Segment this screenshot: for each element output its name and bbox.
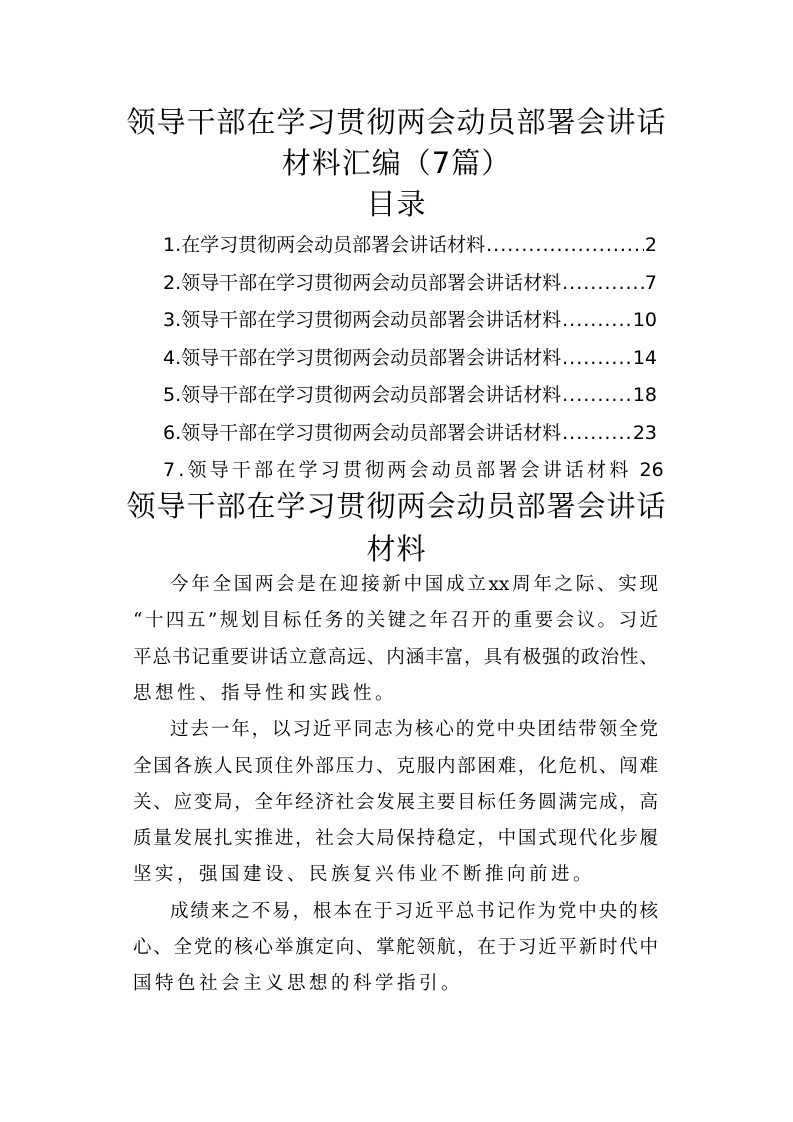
document-title-line-2: 材料汇编（7篇） bbox=[281, 146, 512, 180]
toc-entry-page: 26 bbox=[639, 459, 664, 481]
toc-leader-dots bbox=[562, 384, 632, 406]
toc-entry-page: 10 bbox=[632, 309, 657, 331]
paragraph-line: 平总书记重要讲话立意高远、内涵丰富，具有极强的政治性、 bbox=[133, 646, 658, 668]
toc-entry-label: 4.领导干部在学习贯彻两会动员部署会讲话材料 bbox=[163, 346, 562, 369]
toc-entry-label: 5.领导干部在学习贯彻两会动员部署会讲话材料 bbox=[163, 384, 562, 406]
paragraph-line: 成绩来之不易，根本在于习近平总书记作为党中央的核 bbox=[170, 900, 658, 922]
toc-entry-label: 2.领导干部在学习贯彻两会动员部署会讲话材料 bbox=[163, 271, 562, 294]
paragraph-line: 国特色社会主义思想的科学指引。 bbox=[133, 973, 464, 995]
article-title-line-2: 材料 bbox=[366, 532, 427, 566]
toc-entry[interactable] bbox=[163, 343, 657, 370]
toc-leader-dots bbox=[562, 422, 632, 444]
paragraph-line: 关、应变局，全年经济社会发展主要目标任务圆满完成，高 bbox=[133, 791, 658, 813]
toc-heading: 目录 bbox=[366, 187, 427, 221]
toc-leader-dots bbox=[486, 234, 644, 256]
toc-entry-page: 18 bbox=[632, 384, 657, 406]
paragraph-line: 全国各族人民顶住外部压力、克服内部困难，化危机、闯难 bbox=[133, 755, 658, 777]
toc-entry-page: 14 bbox=[632, 346, 657, 369]
toc-entry-label: 3.领导干部在学习贯彻两会动员部署会讲话材料 bbox=[163, 309, 562, 331]
paragraph-line: 坚实，强国建设、民族复兴伟业不断推向前进。 bbox=[133, 864, 596, 886]
paragraph-line: 心、全党的核心举旗定向、掌舵领航，在于习近平新时代中 bbox=[133, 937, 658, 958]
toc-leader-dots bbox=[562, 347, 632, 369]
toc-entry[interactable] bbox=[163, 305, 657, 332]
toc-entry-label: 6.领导干部在学习贯彻两会动员部署会讲话材料 bbox=[163, 421, 562, 444]
paragraph-line: 过去一年，以习近平同志为核心的党中央团结带领全党 bbox=[170, 719, 658, 741]
paragraph-line: 今年全国两会是在迎接新中国成立xx周年之际、实现 bbox=[170, 574, 658, 595]
toc-leader-dots bbox=[562, 309, 632, 331]
paragraph-line: “十四五”规划目标任务的关键之年召开的重要会议。习近 bbox=[133, 610, 658, 632]
toc-entry[interactable] bbox=[163, 268, 657, 295]
toc-entry-page: 2 bbox=[644, 234, 657, 256]
toc-leader-dots bbox=[562, 272, 644, 294]
paragraph-line: 质量发展扎实推进，社会大局保持稳定，中国式现代化步履 bbox=[133, 828, 658, 850]
paragraph-line: 思想性、指导性和实践性。 bbox=[133, 682, 398, 704]
document-title-line-1: 领导干部在学习贯彻两会动员部署会讲话 bbox=[126, 105, 667, 139]
toc-entry[interactable] bbox=[163, 230, 657, 257]
toc-entry-page: 7 bbox=[644, 271, 657, 294]
article-title-line-1: 领导干部在学习贯彻两会动员部署会讲话 bbox=[126, 489, 667, 523]
toc-entry-label: 1.在学习贯彻两会动员部署会讲话材料 bbox=[163, 234, 486, 256]
toc-entry-page: 23 bbox=[632, 421, 657, 444]
toc-entry[interactable] bbox=[163, 455, 664, 482]
toc-entry[interactable] bbox=[163, 380, 657, 407]
toc-entry[interactable] bbox=[163, 418, 657, 445]
toc-entry-label: 7.领导干部在学习贯彻两会动员部署会讲话材料 bbox=[163, 459, 632, 481]
